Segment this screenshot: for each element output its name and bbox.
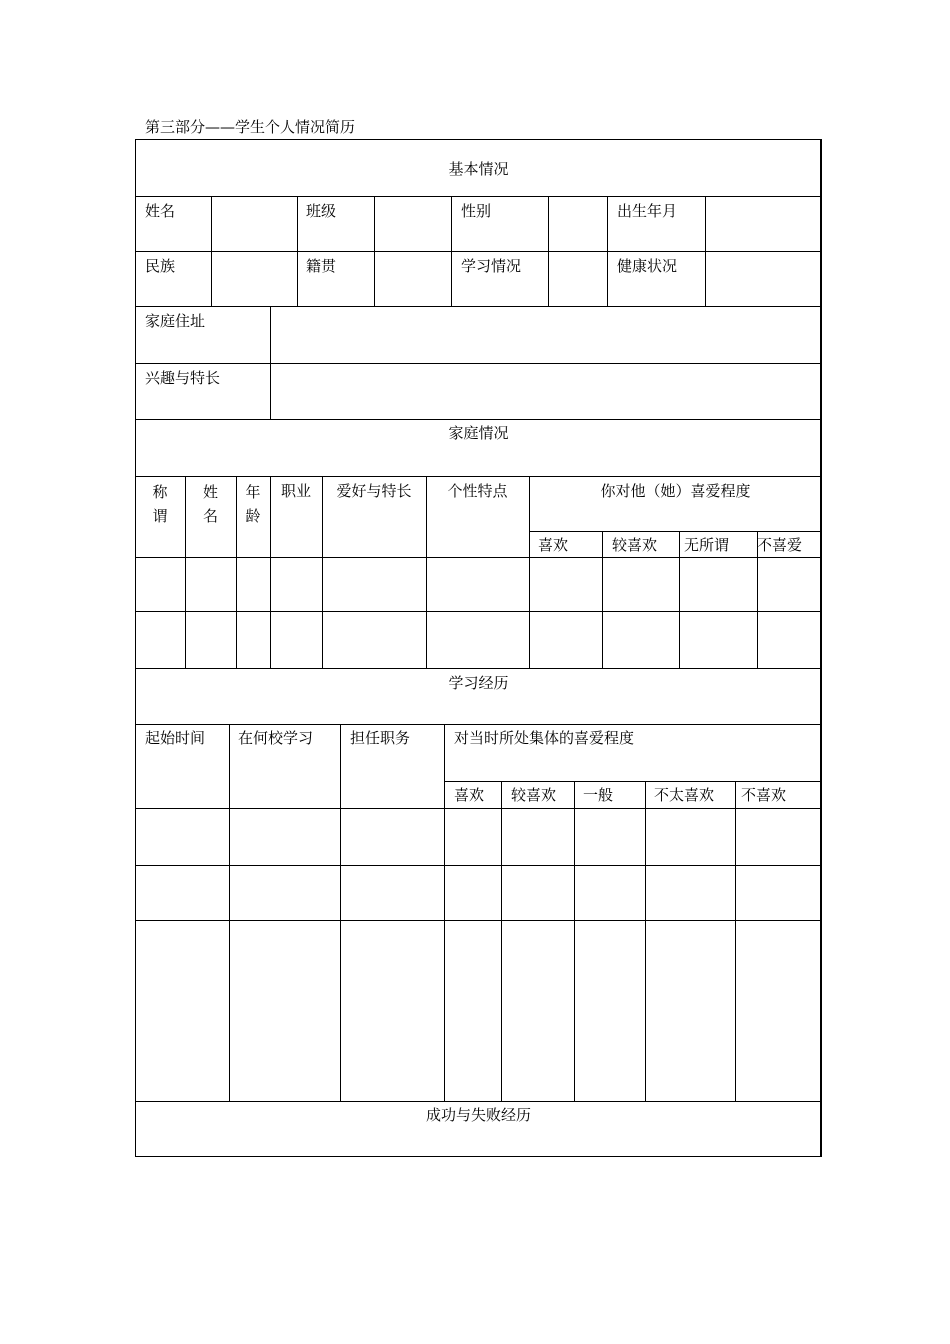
group-dislike: 不喜欢	[741, 786, 787, 804]
group-somewhat-like: 较喜欢	[511, 786, 557, 804]
field-name[interactable]	[212, 197, 297, 251]
label-ethnicity: 民族	[145, 257, 176, 275]
family-row[interactable]	[136, 612, 821, 668]
row-divider	[135, 476, 822, 477]
section-heading-success-failure: 成功与失败经历	[425, 1106, 531, 1124]
label-gender: 性别	[461, 202, 492, 220]
page-title: 第三部分——学生个人情况简历	[145, 118, 356, 136]
study-row[interactable]	[136, 809, 821, 865]
group-neutral: 一般	[583, 786, 614, 804]
row-divider	[135, 724, 822, 725]
field-study-status[interactable]	[549, 252, 607, 306]
group-not-really-like: 不太喜欢	[654, 786, 715, 804]
label-native-place: 籍贯	[306, 257, 337, 275]
row-divider	[135, 1101, 822, 1102]
label-name: 姓名	[145, 202, 176, 220]
label-class: 班级	[306, 202, 337, 220]
study-row[interactable]	[136, 921, 821, 1101]
family-row[interactable]	[136, 558, 821, 611]
header-age: 年 龄	[245, 483, 261, 525]
col-divider	[297, 196, 298, 306]
header-affection-level: 你对他（她）喜爱程度	[600, 482, 751, 500]
section-heading-basic: 基本情况	[448, 160, 509, 178]
affection-somewhat-like: 较喜欢	[612, 536, 658, 554]
row-divider	[529, 531, 822, 532]
header-occupation: 职业	[280, 482, 311, 500]
field-class[interactable]	[375, 197, 451, 251]
label-health: 健康状况	[617, 257, 678, 275]
study-row[interactable]	[136, 866, 821, 920]
label-birth: 出生年月	[617, 202, 678, 220]
field-birth[interactable]	[706, 197, 821, 251]
field-gender[interactable]	[549, 197, 607, 251]
label-study-status: 学习情况	[461, 257, 522, 275]
field-address[interactable]	[271, 307, 821, 363]
group-like: 喜欢	[454, 786, 485, 804]
header-personality: 个性特点	[447, 482, 508, 500]
col-divider	[607, 196, 608, 306]
header-start-time: 起始时间	[145, 729, 206, 747]
header-relation: 称 谓	[152, 483, 168, 525]
section-heading-study: 学习经历	[448, 674, 509, 692]
affection-dislike: 不喜爱	[757, 536, 803, 554]
row-divider	[135, 668, 822, 669]
field-hobbies[interactable]	[271, 364, 821, 419]
header-position: 担任职务	[350, 729, 411, 747]
affection-like: 喜欢	[538, 536, 569, 554]
col-divider	[451, 196, 452, 306]
field-native-place[interactable]	[375, 252, 451, 306]
header-school: 在何校学习	[238, 729, 314, 747]
field-success-failure[interactable]	[136, 1128, 821, 1156]
header-group-affection: 对当时所处集体的喜爱程度	[454, 729, 635, 747]
section-heading-family: 家庭情况	[448, 424, 509, 442]
field-ethnicity[interactable]	[212, 252, 297, 306]
label-address: 家庭住址	[145, 312, 206, 330]
header-hobby-skill: 爱好与特长	[336, 482, 412, 500]
label-hobbies: 兴趣与特长	[145, 369, 221, 387]
header-family-name: 姓 名	[202, 483, 218, 525]
affection-indifferent: 无所谓	[684, 536, 730, 554]
row-divider	[135, 419, 822, 420]
field-health[interactable]	[706, 252, 821, 306]
